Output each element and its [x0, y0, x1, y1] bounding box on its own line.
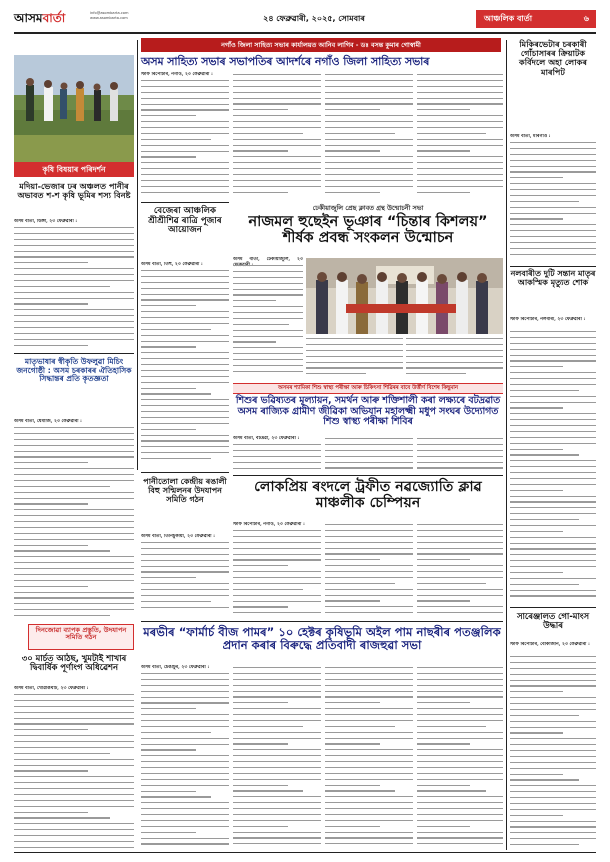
puja-rule — [141, 202, 229, 203]
health-dateline: অসম বাৰ্তা, বটদ্ৰৱা, ২৩ ফেব্ৰুৱাৰী : — [233, 436, 300, 441]
book-release-photo — [306, 258, 503, 334]
main-dateline: স্টাফ ৰিপোৰ্টাৰ, নগাঁও, ২৩ ফেব্ৰুৱাৰী : — [141, 72, 213, 77]
book-dateline: অসম বাৰ্তা, ঢেকীয়াজুলি, ২৩ — [233, 257, 303, 262]
cart-headline: সাৰেঞ্জালত গো-মাংস উদ্ধাৰ — [516, 611, 590, 631]
accident-rule — [510, 266, 596, 267]
health-body-col1 — [233, 444, 321, 472]
book-kicker: ঢেকীয়াজুলি প্ৰেছ ক্লাবত গ্ৰন্থ উন্মোচনী সভা — [312, 204, 424, 212]
masthead — [14, 8, 596, 32]
main-body-col3 — [325, 74, 413, 199]
cart-body — [510, 656, 596, 850]
agri-caption: কৃষি বিষয়াৰ পৰিদৰ্শন — [14, 162, 134, 177]
book-release-illustration — [306, 258, 503, 334]
logo-part-a: আসম — [14, 11, 43, 25]
committee-dateline: অসম বাৰ্তা, তিনিচুকীয়া, ২৩ ফেব্ৰুৱাৰী : — [141, 534, 215, 539]
club-body-col3 — [417, 524, 503, 618]
page-label: আঞ্চলিক বাৰ্তা — [484, 14, 533, 23]
book-body-col1 — [233, 265, 303, 377]
col-divider-right — [506, 40, 507, 850]
bottom-body-col3 — [325, 667, 413, 850]
puja-body — [141, 270, 229, 464]
cart-rule — [510, 607, 596, 608]
agri-dateline: অসম বাৰ্তা, ডিঙ্গা, ২৩ ফেব্ৰুৱাৰী : — [14, 219, 78, 224]
bottom-body-col1 — [141, 673, 229, 850]
club-headline: লোকপ্ৰিয় ৰংদলে ট্ৰফীত নৱজ্যোতি ক্লাৱ মাঞ্চলীক চেম্পিয়ন — [254, 479, 482, 511]
newspaper-logo — [14, 10, 88, 27]
page-label-box — [476, 10, 596, 28]
health-kicker-text: অসমৰ শ্যামিকা শিশু স্বাস্থ্য পৰীক্ষা আৰু চিকিৎসা শিৱিৰৰ বাবে উৰ্ত্তীৰ্ণ বিশেষ কিছুমান — [277, 385, 459, 391]
club-rule — [233, 475, 503, 476]
main-headline: অসম সাহিত্য সভাৰ সভাপতিৰ আদৰ্শৰে নগাঁও জিলা সাহিত্য সভাৰ — [141, 55, 430, 68]
agri-body — [14, 227, 134, 352]
rally-box-text: দিনজোৱা ব্যাপক প্ৰস্তুতি, উদযাপন সমিতি গঠন — [35, 626, 127, 642]
rally-headline: ৩০ মাৰ্চত আঠছ, খুমটাই শাখাৰ দ্বিবাৰ্ষিক পূৰ্ণাংগ অধিৱেশন — [21, 653, 127, 673]
top-banner — [141, 38, 501, 52]
rally-dateline: অসম বাৰ্তা, খোৱাঙঘাট, ২৩ ফেব্ৰুৱাৰী : — [14, 686, 89, 691]
club-dateline: স্টাফ ৰিপোৰ্টাৰ, নগাঁও, ২৩ ফেব্ৰুৱাৰী : — [233, 522, 305, 527]
top-banner-text: নগাঁও জিলা সাহিত্য সভাৰ কাৰ্যালয়ত আনিব লাগিব - ডঃ বসন্ত কুমাৰ গোস্বামী — [221, 41, 421, 49]
logo-part-b: বাৰ্তা — [42, 11, 66, 25]
committee-rule — [141, 472, 229, 473]
bottom-body-col2 — [233, 667, 321, 850]
page-number: ৬ — [583, 14, 589, 23]
club-body-col2 — [325, 524, 413, 618]
accident-body — [510, 331, 596, 603]
issue-date: ২৪ ফেব্ৰুৱাৰী, ২০২৫, সোমবাৰ — [263, 14, 365, 23]
rally-body — [14, 694, 134, 850]
health-body-col2 — [325, 438, 413, 472]
bottom-body-col4 — [417, 667, 503, 850]
web-text: www.asombarta.com — [90, 16, 128, 20]
mikir-dateline: অসম বাৰ্তা, মৰিগাঁও : — [510, 134, 551, 139]
main-body-col4 — [417, 74, 503, 199]
mother-lang-dateline: অসম বাৰ্তা, ধেমাজি, ২৩ ফেব্ৰুৱাৰী : — [14, 419, 82, 424]
health-body-col3 — [417, 438, 503, 472]
main-body-col1 — [141, 80, 229, 199]
bottom-dateline: অসম বাৰ্তা, চেঙাচুৰ, ২৩ ফেব্ৰুৱাৰী : — [141, 665, 210, 670]
accident-dateline: স্টাফ ৰিপোৰ্টাৰ, নলবাৰী, ২৩ ফেব্ৰুৱাৰী : — [510, 317, 586, 322]
health-kicker — [233, 383, 503, 394]
footer-rule — [14, 852, 596, 853]
field-illustration — [14, 55, 134, 162]
mikir-body — [510, 142, 596, 262]
book-headline: নাজমল হুছেইন ভূঞাৰ “চিন্তাৰ কিশলয়” শীৰ্ষক প্ৰবন্ধ সংকলন উন্মোচন — [248, 214, 488, 247]
club-body-col1 — [233, 530, 321, 618]
col-divider-left — [137, 40, 138, 470]
mother-lang-body — [14, 427, 134, 619]
puja-dateline: অসম বাৰ্তা, তিহু, ২৩ ফেব্ৰুৱাৰী : — [141, 262, 203, 267]
masthead-rule — [14, 32, 596, 34]
mother-lang-headline: মাতৃভাষাৰ স্বীকৃতি উফলুৱা মিচিং জনগোষ্ঠী : অসম চৰকাৰৰ ঐতিহাসিক সিদ্ধান্তৰ প্ৰতি কৃতজ্ঞতা — [16, 357, 132, 383]
masthead-contact — [90, 11, 170, 21]
agri-headline: মদিয়া-ভেজাৰ ঢৰ অঞ্চলত পানীৰ অভাবত শ-শ কৃষি ভূমিৰ শস্য বিনষ্ট — [17, 181, 131, 201]
rally-box — [28, 624, 134, 650]
mikir-headline: মিকিৰভেটাৰ চৰকাৰী গোঁচাসাৰৰ ক্ৰিয়াটক কৰ্বিদলে অহা লোকৰ মাৰপিট — [519, 39, 587, 77]
accident-headline: নলবাৰীত দুটি সন্তান মাতৃৰ আকস্মিক মৃত্যুত শোক — [510, 269, 596, 287]
email-text: info@asombarta.com — [90, 11, 129, 15]
cart-dateline: স্টাফ ৰিপোৰ্টাৰ, বোকাজান, ২৩ ফেব্ৰুৱাৰী : — [510, 642, 590, 647]
puja-headline: বেজেৰা আঞ্চলিক শ্ৰীশ্ৰীশিৱ ৰাত্ৰি পূজাৰ আয়োজন — [148, 206, 222, 236]
health-headline: শিশুৰ ভৱিষ্যতৰ মূল্যায়ন, সমৰ্থন আৰু শক্তিশালী কৰা লক্ষ্যৰে বটদ্ৰৱাত অসম ৰাজ্যিক গ্ৰামীণ জীৱিকা অভিযান মহালক্ষ্মী মধুপ সংঘৰ উদ্যোগত শিশু স্বাস্থ্য পৰীক্ষা শিবিৰ — [235, 395, 501, 428]
bottom-rule — [141, 621, 503, 622]
left-sep-1 — [14, 353, 134, 354]
committee-body — [141, 542, 229, 614]
agri-field-photo — [14, 55, 134, 162]
main-body-col2 — [233, 74, 321, 199]
book-body-col3 — [406, 338, 503, 380]
committee-headline: পানীতোলা কেন্দ্ৰীয় ৰঙালী বিহু সন্মিলনৰ উদযাপন সমিতি গঠন — [143, 477, 227, 504]
book-body-col2 — [306, 338, 403, 380]
bottom-headline: মৰভীৰ “ফাৰ্মাৰ্চ বীজ পামৰ” ১০ হেক্টৰ কৃষিভূমি অইল পাম নাছৰীৰ পতঞ্জলিক প্ৰদান কৰাৰ বিৰুদ্ধে প্ৰতিবাদী ৰাজহুৱা সভা — [143, 625, 501, 652]
